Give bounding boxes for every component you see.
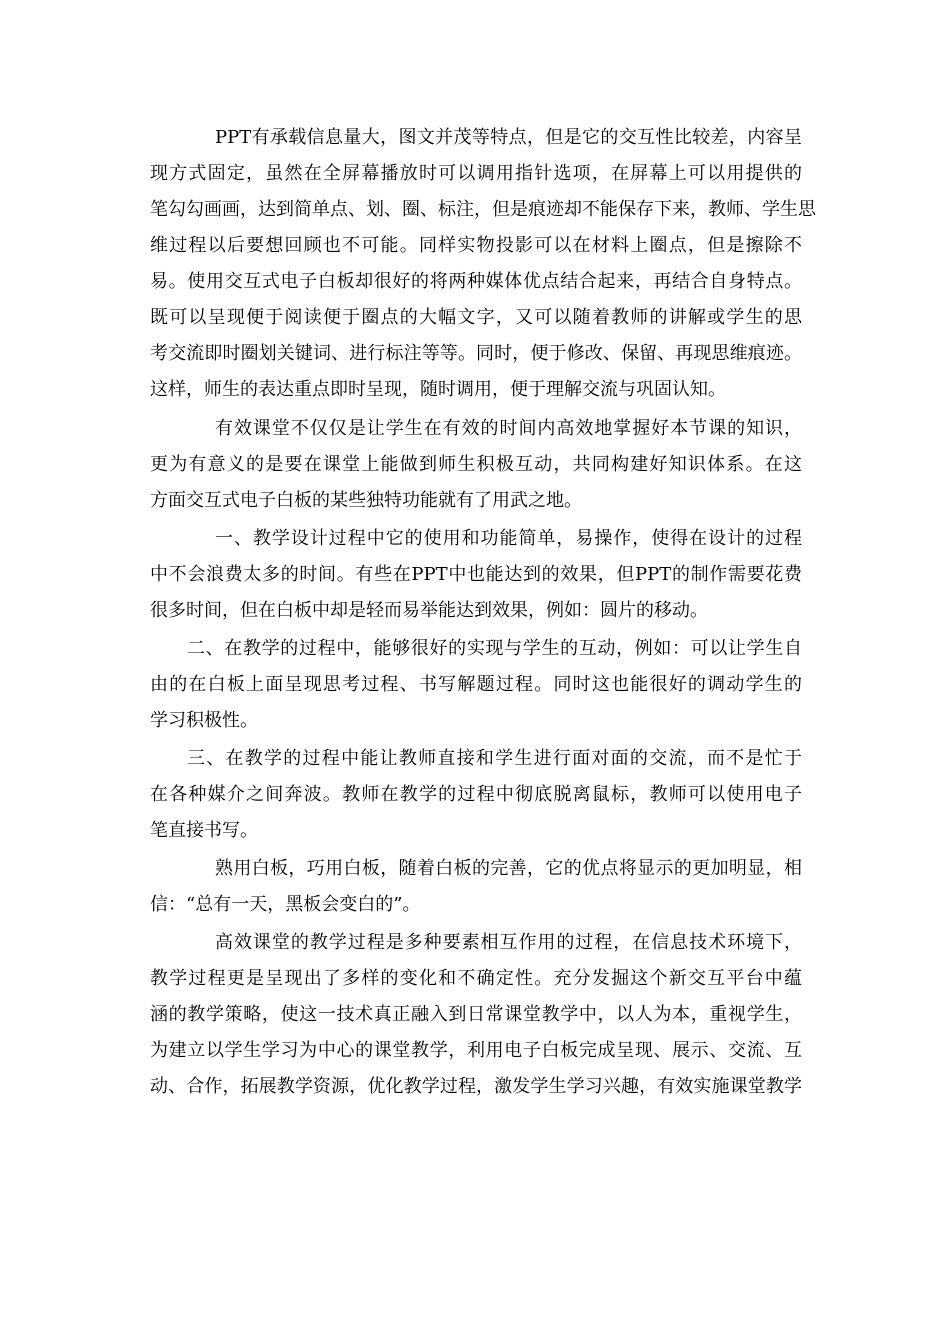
paragraph-3-line-3: 很多时间，但在白板中却是轻而易举能达到效果，例如：圆片的移动。 (150, 600, 708, 621)
paragraph-2-line-3: 方面交互式电子白板的某些独特功能就有了用武之地。 (150, 490, 582, 511)
paragraph-1-line-4: 维过程以后要想回顾也不可能。同样实物投影可以在材料上圈点，但是擦除不 (150, 235, 802, 256)
paragraph-3-line-1: 一、教学设计过程中它的使用和功能简单，易操作，使得在设计的过程 (215, 528, 802, 549)
paragraph-6-line-1: 熟用白板，巧用白板，随着白板的完善，它的优点将显示的更加明显，相 (215, 858, 802, 879)
paragraph-7-line-5: 动、合作，拓展教学资源，优化教学过程，激发学生学习兴趣，有效实施课堂教学 (150, 1076, 802, 1097)
paragraph-7-line-4: 为建立以学生学习为中心的课堂教学，利用电子白板完成呈现、展示、交流、互 (150, 1040, 802, 1061)
paragraph-1-line-5: 易。使用交互式电子白板却很好的将两种媒体优点结合起来，再结合自身特点。 (150, 271, 802, 292)
paragraph-4-line-1: 二、在教学的过程中，能够很好的实现与学生的互动，例如：可以让学生自 (187, 638, 802, 659)
paragraph-5-line-1: 三、在教学的过程中能让教师直接和学生进行面对面的交流，而不是忙于 (187, 748, 802, 769)
paragraph-1-line-2: 现方式固定，虽然在全屏幕播放时可以调用指针选项，在屏幕上可以用提供的 (150, 163, 802, 184)
paragraph-1-line-8: 这样，师生的表达重点即时呈现，随时调用，便于理解交流与巩固认知。 (150, 379, 726, 400)
paragraph-1-line-3: 笔勾勾画画，达到简单点、划、圈、标注，但是痕迹却不能保存下来，教师、学生思 (150, 199, 816, 220)
paragraph-7-line-3: 涵的教学策略，使这一技术真正融入到日常课堂教学中，以人为本，重视学生， (150, 1004, 802, 1025)
paragraph-1-line-1: PPT有承载信息量大，图文并茂等特点，但是它的交互性比较差，内容呈 (215, 127, 802, 148)
paragraph-5-line-2: 在各种媒介之间奔波。教师在教学的过程中彻底脱离鼠标，教师可以使用电子 (150, 784, 802, 805)
paragraph-4-line-3: 学习积极性。 (150, 710, 258, 731)
paragraph-2-line-2: 更为有意义的是要在课堂上能做到师生积极互动，共同构建好知识体系。在这 (150, 454, 802, 475)
paragraph-6-line-2: 信：“总有一天，黑板会变白的”。 (150, 894, 421, 915)
paragraph-7-line-2: 教学过程更是呈现出了多样的变化和不确定性。充分发掘这个新交互平台中蕴 (150, 968, 802, 989)
paragraph-5-line-3: 笔直接书写。 (150, 820, 258, 841)
paragraph-7-line-1: 高效课堂的教学过程是多种要素相互作用的过程，在信息技术环境下， (215, 932, 802, 953)
paragraph-4-line-2: 由的在白板上面呈现思考过程、书写解题过程。同时这也能很好的调动学生的 (150, 674, 802, 695)
paragraph-1-line-6: 既可以呈现便于阅读便于圈点的大幅文字，又可以随着教师的讲解或学生的思 (150, 307, 802, 328)
paragraph-2-line-1: 有效课堂不仅仅是让学生在有效的时间内高效地掌握好本节课的知识， (215, 418, 802, 439)
paragraph-1-line-7: 考交流即时圈划关键词、进行标注等等。同时，便于修改、保留、再现思维痕迹。 (150, 343, 802, 364)
paragraph-3-line-2: 中不会浪费太多的时间。有些在PPT中也能达到的效果，但PPT的制作需要花费 (150, 564, 802, 585)
